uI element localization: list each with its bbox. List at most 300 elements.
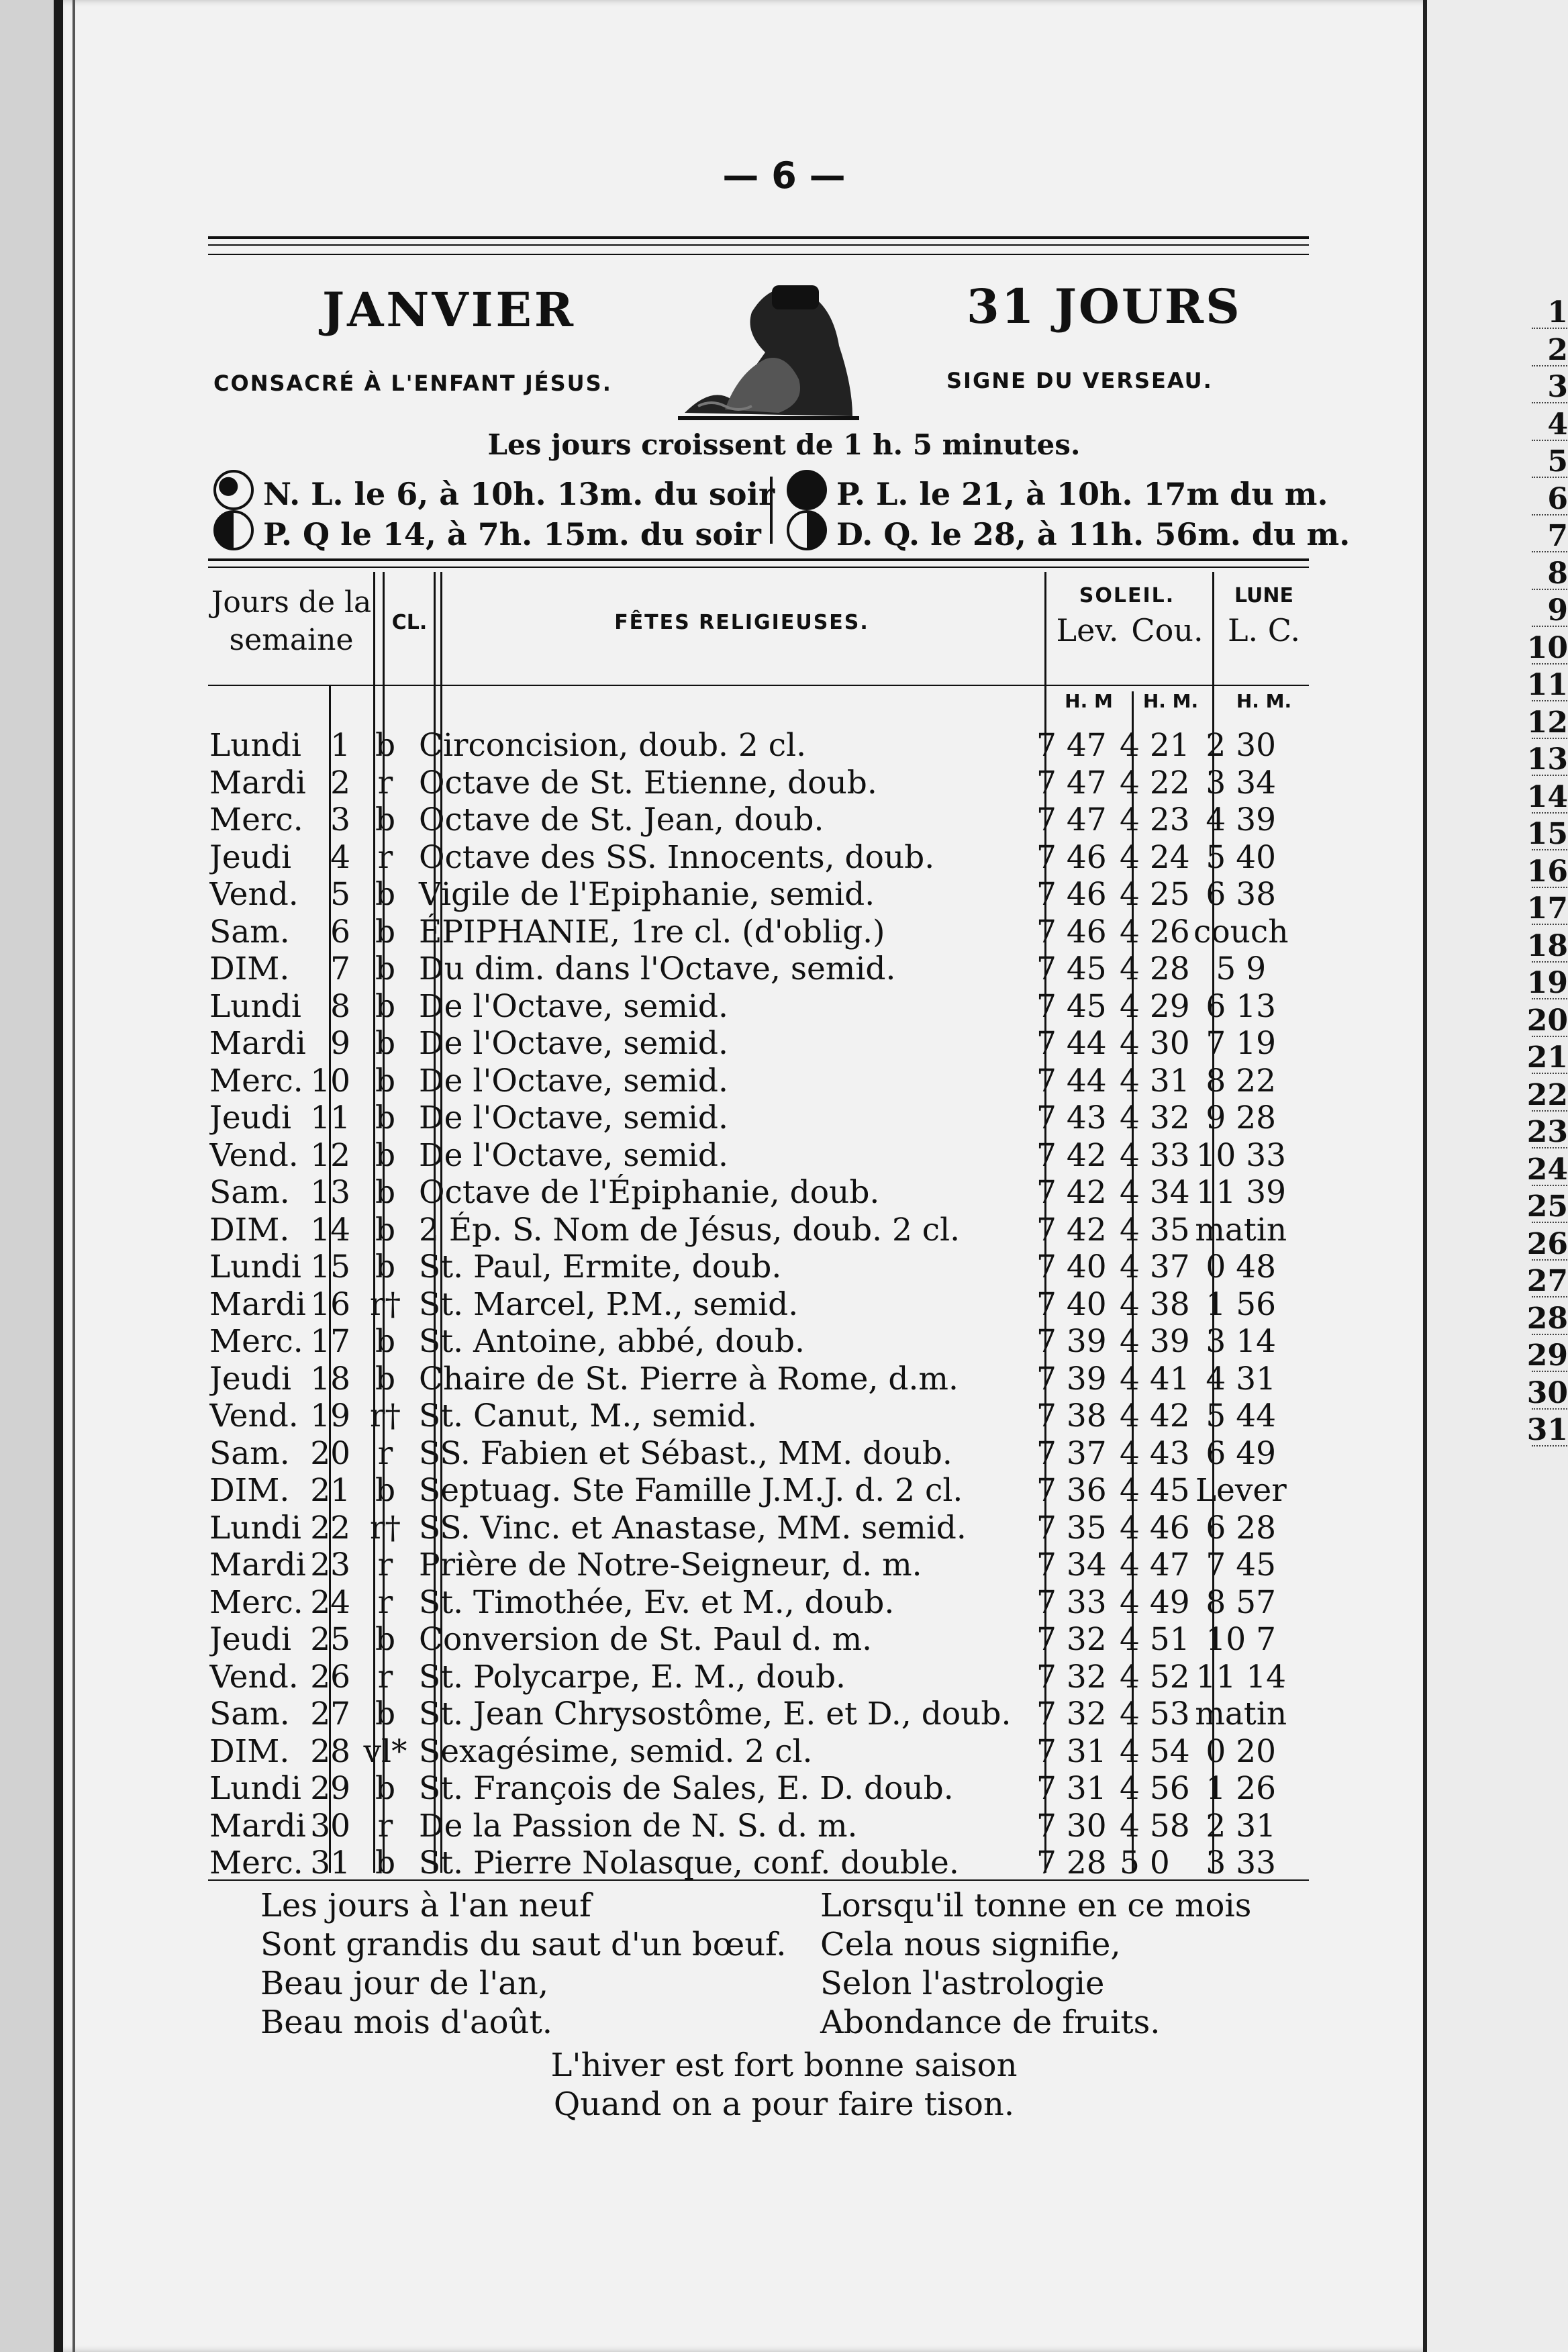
days-growth: Les jours croissent de 1 h. 5 minutes. [487,428,1081,461]
edge-number: 21 [1526,1040,1568,1075]
cell-lune: 1 56 [1206,1285,1277,1323]
cell-cl: b [375,1136,396,1174]
cell-lev: 7 46 [1036,838,1107,876]
cell-wd: Sam. [209,1434,290,1472]
top-rule-thin [208,244,1309,246]
cell-cl: r [377,1658,393,1696]
edge-number: 18 [1526,928,1568,963]
cell-wd: Vend. [209,1398,299,1434]
cell-fete: Chaire de St. Pierre à Rome, d.m. [419,1360,959,1398]
verse-line: Quand on a pour faire tison. [553,2086,1015,2123]
calendar-row [209,1472,1288,1510]
month-title: JANVIER [322,282,576,338]
edge-number: 28 [1526,1301,1568,1336]
verse-line: Lorsqu'il tonne en ce mois [820,1887,1252,1924]
cell-cl: b [375,801,396,838]
cell-cou: 4 23 [1120,801,1190,838]
phase-divider [770,477,773,544]
cell-d: 1 [330,727,350,764]
edge-number: 27 [1526,1264,1568,1298]
cell-fete: De l'Octave, semid. [419,1099,728,1136]
cell-cl: b [375,1696,396,1732]
calendar-row [209,1621,1288,1659]
cell-fete: Octave de St. Jean, doub. [419,801,824,838]
cell-d: 12 [310,1136,350,1174]
verse-line: Beau jour de l'an, [260,1965,549,2002]
cell-d: 9 [330,1025,350,1062]
calendar-row [209,1808,1288,1845]
edge-rule [1532,1185,1568,1186]
header-lune: LUNE [1234,584,1293,607]
cell-wd: Sam. [209,1174,290,1211]
calendar-row [209,1025,1288,1063]
calendar-row [209,1584,1288,1622]
cell-lev: 7 37 [1036,1434,1107,1472]
cell-lev: 7 28 [1036,1845,1107,1881]
cell-fete: St. Canut, M., semid. [419,1398,757,1434]
cell-wd: Jeudi [209,838,292,876]
cell-wd: DIM. [209,1472,290,1509]
cell-cl: r [377,1807,393,1845]
cell-d: 26 [310,1658,350,1696]
cell-lune: 4 31 [1206,1360,1277,1398]
edge-number: 22 [1526,1077,1568,1112]
cell-wd: DIM. [209,1732,290,1770]
cell-lev: 7 46 [1036,913,1107,950]
edge-number: 24 [1526,1152,1568,1187]
cell-d: 15 [310,1248,350,1285]
cell-cou: 4 37 [1120,1248,1190,1285]
cell-lune: 1 26 [1206,1770,1277,1807]
cell-fete: Septuag. Ste Famille J.M.J. d. 2 cl. [419,1472,963,1509]
last-quarter-icon [787,510,827,550]
cell-cou: 4 52 [1120,1658,1190,1696]
cell-lev: 7 47 [1036,764,1107,801]
cell-cl: b [375,1360,396,1398]
calendar-row [209,1510,1288,1547]
cell-lev: 7 42 [1036,1136,1107,1174]
edge-number: 20 [1526,1003,1568,1038]
edge-rule [1532,1445,1568,1447]
edge-rule [1532,1334,1568,1335]
edge-rule [1532,924,1568,925]
cell-cl: b [375,1621,396,1658]
table-top-rule [208,558,1309,561]
cell-d: 11 [310,1099,350,1136]
cell-lev: 7 44 [1036,1062,1107,1099]
calendar-row [209,1099,1288,1137]
calendar-row [209,1770,1288,1808]
cell-wd: Jeudi [209,1099,292,1136]
edge-number: 13 [1526,742,1568,777]
header-jours: Jours de la semaine [211,585,372,657]
edge-number: 31 [1526,1413,1568,1447]
edge-number: 8 [1547,556,1568,591]
page-number: — 6 — [722,154,846,197]
header-cl: CL. [391,611,428,634]
calendar-row [209,765,1288,802]
cell-fete: St. François de Sales, E. D. doub. [419,1770,954,1807]
cell-d: 19 [310,1398,350,1434]
cell-fete: St. Timothée, Ev. et M., doub. [419,1583,895,1621]
table-bottom-rule [208,1879,1309,1881]
cell-wd: Mardi [209,1285,306,1323]
cell-lune: 0 20 [1206,1732,1277,1770]
cell-lev: 7 34 [1036,1547,1107,1583]
edge-number: 1 [1547,295,1568,330]
cell-cou: 4 47 [1120,1547,1190,1583]
days-count: 31 JOURS [967,279,1242,334]
cell-lune: 10 33 [1195,1136,1287,1174]
cell-cl: b [375,1770,396,1807]
cell-fete: St. Marcel, P.M., semid. [419,1285,799,1323]
cell-cou: 4 51 [1120,1621,1190,1658]
cell-cl: b [375,1211,396,1248]
cell-fete: Vigile de l'Epiphanie, semid. [419,876,875,913]
cell-d: 7 [330,950,350,987]
cell-d: 27 [310,1696,350,1732]
cell-d: 23 [310,1547,350,1583]
cell-cl: b [375,876,396,913]
cell-cl: r [377,764,393,801]
edge-rule [1532,551,1568,552]
cell-cou: 4 25 [1120,876,1190,913]
cell-lev: 7 40 [1036,1285,1107,1323]
cell-cl: b [375,913,396,950]
cell-lev: 7 47 [1036,801,1107,838]
cell-lev: 7 45 [1036,987,1107,1025]
cell-lune: 8 57 [1206,1583,1277,1621]
unit-hm-lev: H. M [1065,690,1113,712]
calendar-table [209,727,1288,1882]
edge-rule [1532,589,1568,590]
cell-wd: Merc. [209,1583,303,1621]
cell-cou: 5 0 [1120,1845,1170,1881]
edge-number: 14 [1526,779,1568,814]
cell-lune: 3 14 [1206,1323,1277,1360]
header-fetes: FÊTES RELIGIEUSES. [614,611,869,634]
cell-cl: r† [370,1398,401,1434]
cell-wd: Vend. [209,1136,299,1174]
calendar-row [209,1174,1288,1212]
verse-left [260,1886,786,2042]
edge-number: 3 [1547,370,1568,404]
cell-d: 28 [310,1732,350,1770]
table-top-rule-thin [208,567,1309,568]
edge-rule [1532,663,1568,665]
cell-lev: 7 39 [1036,1323,1107,1360]
cell-cou: 4 33 [1120,1136,1190,1174]
cell-fete: Octave des SS. Innocents, doub. [419,838,935,876]
cell-lune: 5 9 [1216,950,1267,987]
edge-number: 6 [1547,481,1568,516]
cell-d: 18 [310,1360,350,1398]
edge-rule [1532,1371,1568,1372]
cell-cou: 4 49 [1120,1583,1190,1621]
cell-lune: 6 13 [1206,987,1277,1025]
cell-fete: St. Jean Chrysostôme, E. et D., doub. [419,1696,1012,1732]
cell-lune: couch [1193,913,1289,950]
verse-center [0,2046,1568,2124]
cell-d: 4 [330,838,350,876]
edge-rule [1532,998,1568,999]
phase-pleine-lune: P. L. le 21, à 10h. 17m du m. [787,470,1328,512]
calendar-row [209,1845,1288,1882]
cell-lev: 7 43 [1036,1099,1107,1136]
cell-fete: St. Antoine, abbé, doub. [419,1323,805,1360]
edge-rule [1532,626,1568,627]
cell-cl: b [375,950,396,987]
cell-lev: 7 42 [1036,1211,1107,1248]
cell-fete: SS. Vinc. et Anastase, MM. semid. [419,1509,967,1547]
cell-d: 3 [330,801,350,838]
cell-d: 22 [310,1509,350,1547]
cell-fete: Du dim. dans l'Octave, semid. [419,950,896,987]
cell-cou: 4 53 [1120,1696,1190,1732]
phase-dernier-quartier: D. Q. le 28, à 11h. 56m. du m. [787,510,1350,552]
cell-fete: Conversion de St. Paul d. m. [419,1621,873,1658]
cell-fete: De l'Octave, semid. [419,1062,728,1099]
cell-cl: r† [370,1285,401,1323]
cell-cl: vl* [363,1732,407,1770]
edge-rule [1532,365,1568,366]
edge-rule [1532,1408,1568,1410]
calendar-row [209,839,1288,877]
edge-number: 19 [1526,966,1568,1000]
edge-number: 30 [1526,1375,1568,1410]
cell-cou: 4 29 [1120,987,1190,1025]
calendar-row [209,1696,1288,1733]
edge-rule [1532,1036,1568,1037]
cell-lune: 3 34 [1206,764,1277,801]
cell-cou: 4 41 [1120,1360,1190,1398]
cell-wd: Lundi [209,727,301,764]
cell-fete: ÉPIPHANIE, 1re cl. (d'oblig.) [419,913,885,950]
edge-number: 12 [1526,705,1568,740]
cell-d: 16 [310,1285,350,1323]
cell-fete: Octave de l'Épiphanie, doub. [419,1174,880,1211]
cell-cou: 4 45 [1120,1472,1190,1509]
cell-lune: 6 38 [1206,876,1277,913]
cell-wd: Merc. [209,1323,303,1360]
edge-rule [1532,514,1568,516]
verse-line: Les jours à l'an neuf [260,1887,591,1924]
cell-cou: 4 26 [1120,913,1190,950]
edge-rule [1532,477,1568,478]
edge-rule [1532,738,1568,739]
verse-line: Sont grandis du saut d'un bœuf. [260,1926,787,1963]
cell-lune: 5 44 [1206,1398,1277,1434]
cell-fete: Prière de Notre-Seigneur, d. m. [419,1547,922,1583]
cell-fete: De l'Octave, semid. [419,987,728,1025]
cell-lev: 7 31 [1036,1732,1107,1770]
cell-lev: 7 45 [1036,950,1107,987]
cell-wd: Sam. [209,1696,290,1732]
edge-number: 7 [1547,519,1568,553]
edge-number: 23 [1526,1115,1568,1149]
header-lev: Lev. [1056,612,1119,648]
cell-cl: b [375,1845,396,1881]
cell-cl: r [377,1547,393,1583]
cell-d: 6 [330,913,350,950]
cell-cou: 4 38 [1120,1285,1190,1323]
edge-number: 26 [1526,1226,1568,1261]
cell-d: 31 [310,1845,350,1881]
cell-cl: b [375,1472,396,1509]
calendar-row [209,1137,1288,1175]
cell-cou: 4 43 [1120,1434,1190,1472]
cell-fete: St. Pierre Nolasque, conf. double. [419,1845,959,1881]
cell-cou: 4 54 [1120,1732,1190,1770]
cell-wd: Jeudi [209,1621,292,1658]
cell-lev: 7 32 [1036,1658,1107,1696]
cell-cou: 4 32 [1120,1099,1190,1136]
cell-d: 25 [310,1621,350,1658]
cell-cou: 4 46 [1120,1509,1190,1547]
cell-wd: Merc. [209,801,303,838]
phase-nouvelle-lune: N. L. le 6, à 10h. 13m. du soir [213,470,775,512]
cell-d: 20 [310,1434,350,1472]
cell-fete: Octave de St. Etienne, doub. [419,764,877,801]
cell-lune: 5 40 [1206,838,1277,876]
edge-rule [1532,700,1568,701]
cell-lune: 9 28 [1206,1099,1277,1136]
cell-lune: matin [1195,1211,1287,1248]
cell-lev: 7 31 [1036,1770,1107,1807]
edge-number: 5 [1547,444,1568,479]
unit-hm-lune: H. M. [1236,690,1292,712]
cell-lune: 7 45 [1206,1547,1277,1583]
cell-d: 14 [310,1211,350,1248]
cell-lune: 11 39 [1195,1174,1287,1211]
cell-cl: b [375,1248,396,1285]
cell-fete: De l'Octave, semid. [419,1136,728,1174]
cell-lune: 2 30 [1206,727,1277,764]
calendar-row [209,1659,1288,1696]
verse-line: Abondance de fruits. [820,2004,1161,2041]
cell-cl: r [377,1583,393,1621]
cell-cou: 4 34 [1120,1174,1190,1211]
calendar-row [209,1323,1288,1361]
cell-wd: DIM. [209,950,290,987]
cell-cou: 4 28 [1120,950,1190,987]
cell-cou: 4 22 [1120,764,1190,801]
cell-lev: 7 36 [1036,1472,1107,1509]
calendar-row [209,1547,1288,1584]
edge-rule [1532,849,1568,850]
edge-rule [1532,961,1568,963]
top-rule-thin-2 [208,254,1309,255]
edge-number: 4 [1547,407,1568,442]
edge-number: 15 [1526,817,1568,851]
cell-cl: b [375,987,396,1025]
cell-d: 8 [330,987,350,1025]
cell-lev: 7 39 [1036,1360,1107,1398]
cell-cl: b [375,727,396,764]
cell-wd: Lundi [209,1770,301,1807]
aquarius-engraving [671,272,866,423]
phase-premier-quartier: P. Q le 14, à 7h. 15m. du soir [213,510,761,552]
edge-number: 16 [1526,854,1568,889]
calendar-row [209,1212,1288,1249]
cell-wd: Merc. [209,1062,303,1099]
cell-wd: Lundi [209,1509,301,1547]
cell-cl: b [375,1323,396,1360]
cell-cou: 4 58 [1120,1807,1190,1845]
calendar-row [209,1361,1288,1398]
calendar-row [209,1063,1288,1100]
edge-number: 11 [1526,668,1568,702]
calendar-row [209,1398,1288,1435]
cell-lev: 7 35 [1036,1509,1107,1547]
edge-rule [1532,1296,1568,1297]
cell-d: 2 [330,764,350,801]
edge-rule [1532,1073,1568,1074]
cell-fete: 2 Ép. S. Nom de Jésus, doub. 2 cl. [419,1211,961,1248]
first-quarter-icon [213,510,254,550]
calendar-row [209,914,1288,951]
calendar-row [209,1248,1288,1286]
cell-lev: 7 38 [1036,1398,1107,1434]
cell-cou: 4 35 [1120,1211,1190,1248]
cell-lev: 7 44 [1036,1025,1107,1062]
header-cou: Cou. [1131,612,1204,648]
edge-rule [1532,1110,1568,1112]
cell-wd: Vend. [209,876,299,913]
cell-cou: 4 21 [1120,727,1190,764]
calendar-row [209,988,1288,1026]
cell-fete: St. Polycarpe, E. M., doub. [419,1658,846,1696]
cell-wd: Vend. [209,1658,299,1696]
verse-line: Cela nous signifie, [820,1926,1121,1963]
cell-lune: 11 14 [1195,1658,1287,1696]
calendar-row [209,950,1288,988]
cell-cou: 4 42 [1120,1398,1190,1434]
cell-cl: r† [370,1509,401,1547]
cell-d: 13 [310,1174,350,1211]
cell-lev: 7 47 [1036,727,1107,764]
cell-d: 29 [310,1770,350,1807]
cell-lune: Lever [1195,1472,1287,1509]
cell-lune: 4 39 [1206,801,1277,838]
verse-line: L'hiver est fort bonne saison [550,2047,1018,2084]
cell-lev: 7 46 [1036,876,1107,913]
cell-d: 5 [330,876,350,913]
cell-d: 17 [310,1323,350,1360]
new-moon-icon [213,470,254,510]
calendar-row [209,1733,1288,1771]
cell-wd: Lundi [209,1248,301,1285]
edge-rule [1532,1259,1568,1261]
calendar-row [209,727,1288,765]
cell-wd: Lundi [209,987,301,1025]
edge-number: 10 [1526,630,1568,665]
cell-wd: DIM. [209,1211,290,1248]
cell-wd: Merc. [209,1845,303,1881]
cell-cl: b [375,1174,396,1211]
cell-lune: 6 49 [1206,1434,1277,1472]
calendar-row [209,876,1288,914]
cell-lev: 7 40 [1036,1248,1107,1285]
cell-lune: 8 22 [1206,1062,1277,1099]
cell-fete: De la Passion de N. S. d. m. [419,1807,858,1845]
cell-fete: Sexagésime, semid. 2 cl. [419,1732,813,1770]
edge-rule [1532,402,1568,403]
verse-line: Selon l'astrologie [820,1965,1105,2002]
cell-lev: 7 33 [1036,1583,1107,1621]
cell-lune: 3 33 [1206,1845,1277,1881]
edge-number: 25 [1526,1189,1568,1224]
